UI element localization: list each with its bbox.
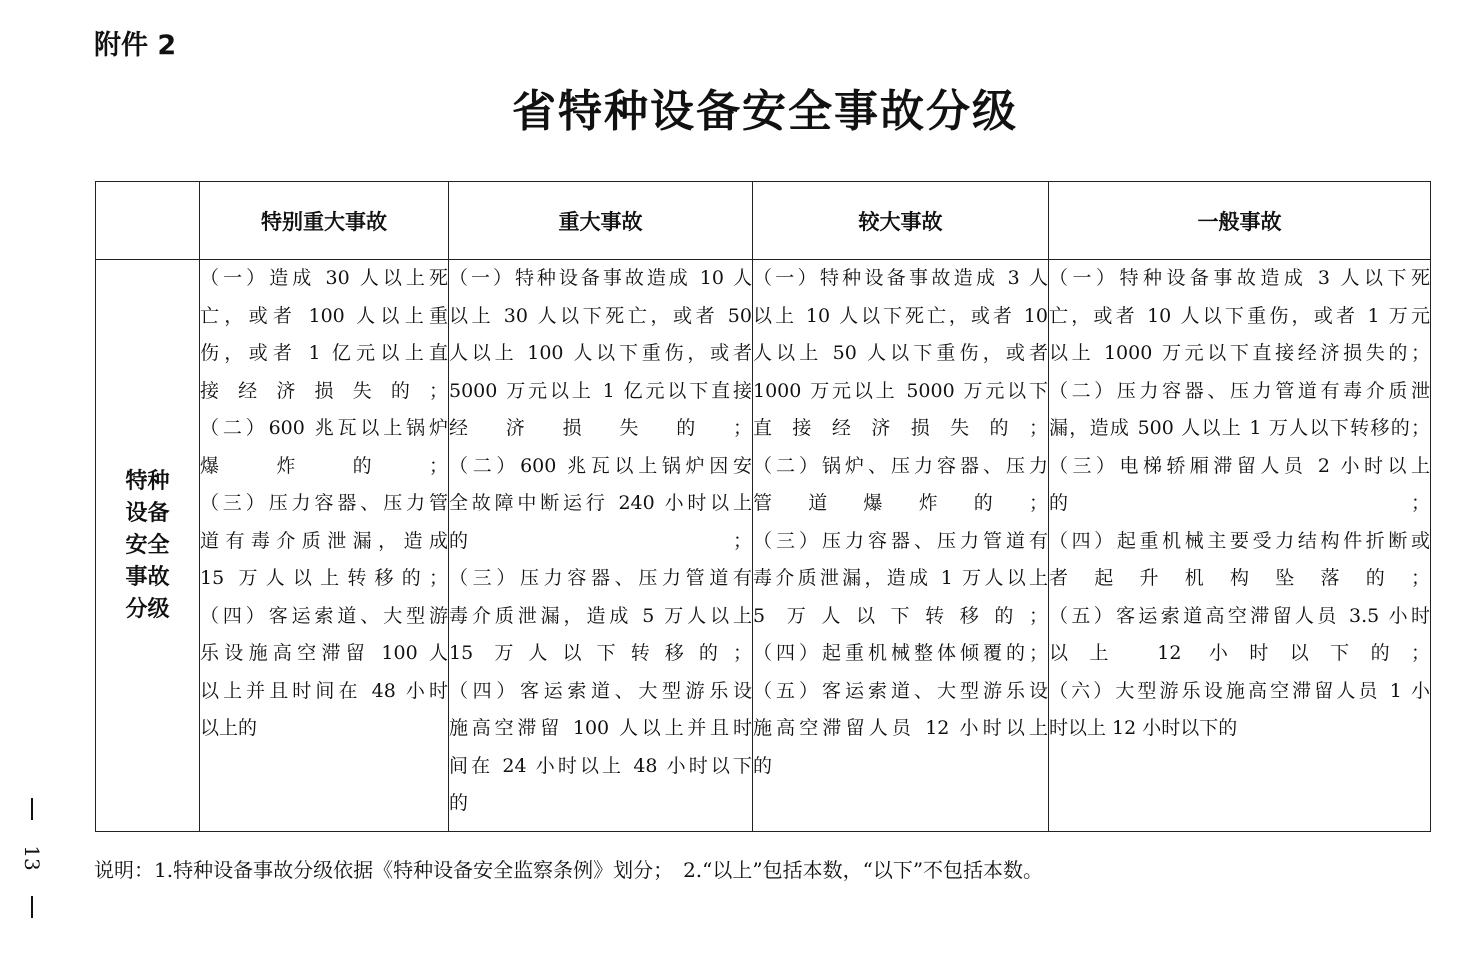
criteria-line: 以上 12 小时以下的； <box>1049 642 1430 664</box>
criteria-line: 以上 10 人以下死亡，或者 10 <box>753 304 1048 327</box>
criteria-line: 毒介质泄漏，造成 5 万人以上 <box>449 604 752 627</box>
page-number-text: 13 <box>20 845 44 871</box>
criteria-line: 接经济损失的； <box>200 379 448 402</box>
criteria-line: 管道爆炸的； <box>753 492 1048 514</box>
page-number <box>14 798 50 918</box>
corner-cell <box>96 182 200 260</box>
criteria-line: 亡，或者 100 人以上重 <box>200 304 448 327</box>
row-header-line: 安全 <box>125 532 170 558</box>
accident-grade-table <box>95 181 1431 832</box>
criteria-line: （四）客运索道、大型游乐设 <box>449 679 752 702</box>
criteria-cell <box>753 260 1049 832</box>
criteria-line: 5000 万元以上 1 亿元以下直接 <box>449 379 752 402</box>
criteria-line: （三）电梯轿厢滞留人员 2 小时以上 <box>1049 454 1430 477</box>
footnote: 说明：1.特种设备事故分级依据《特种设备安全监察条例》划分； 2.“以上”包括本数，“以下”不包括本数。 <box>94 858 1044 882</box>
criteria-line: 施高空滞留人员 12 小时以上 <box>753 717 1048 739</box>
page-title: 省特种设备安全事故分级 <box>512 86 1018 137</box>
criteria-line: 爆炸的； <box>200 454 448 477</box>
criteria-line: 者起升机构坠落的； <box>1049 567 1430 589</box>
criteria-line: （二）600 兆瓦以上锅炉因安 <box>449 454 752 477</box>
criteria-line: （一）特种设备事故造成 10 人 <box>449 267 752 289</box>
criteria-line: 直接经济损失的； <box>753 417 1048 439</box>
criteria-line: 的； <box>449 529 752 552</box>
column-header: 一般事故 <box>1049 182 1431 260</box>
criteria-line: 5 万人以下转移的； <box>753 604 1048 627</box>
criteria-line: （二）压力容器、压力管道有毒介质泄 <box>1049 379 1430 402</box>
page-dash <box>31 798 33 820</box>
column-header: 重大事故 <box>449 182 753 260</box>
criteria-cell <box>200 260 449 832</box>
criteria-line: （一）特种设备事故造成 3 人 <box>753 267 1048 289</box>
criteria-line: 的 <box>449 792 469 814</box>
criteria-cell <box>449 260 753 832</box>
criteria-cell <box>1049 260 1431 832</box>
criteria-line: （五）客运索道高空滞留人员 3.5 小时 <box>1049 604 1430 627</box>
criteria-line: 人以上 50 人以下重伤，或者 <box>753 342 1048 364</box>
criteria-line: 伤，或者 1 亿元以上直 <box>200 342 448 364</box>
criteria-line: （三）压力容器、压力管道有 <box>753 529 1048 552</box>
row-header <box>96 260 200 832</box>
column-header: 较大事故 <box>753 182 1049 260</box>
row-header-line: 分级 <box>125 596 170 622</box>
criteria-line: （一）造成 30 人以上死 <box>200 267 448 289</box>
row-header-line: 特种 <box>125 468 170 494</box>
criteria-line: 15 万人以上转移的； <box>200 567 448 589</box>
table-row <box>96 260 1431 832</box>
criteria-line: （三）压力容器、压力管道有 <box>449 567 752 589</box>
criteria-line: 以上的 <box>200 717 258 739</box>
table-header-row <box>96 182 1431 260</box>
criteria-line: 以上 1000 万元以下直接经济损失的； <box>1049 342 1430 364</box>
criteria-line: 漏，造成 500 人以上 1 万人以下转移的； <box>1049 417 1430 439</box>
criteria-line: （四）起重机械主要受力结构件折断或 <box>1049 529 1430 552</box>
criteria-line: 施高空滞留 100 人以上并且时 <box>449 717 752 739</box>
criteria-line: 毒介质泄漏，造成 1 万人以上 <box>753 567 1048 589</box>
criteria-line: 15 万人以下转移的； <box>449 642 752 664</box>
criteria-line: 经济损失的； <box>449 417 752 439</box>
criteria-line: （二）600 兆瓦以上锅炉 <box>200 417 448 439</box>
column-header: 特别重大事故 <box>200 182 449 260</box>
criteria-line: 时以上 12 小时以下的 <box>1049 717 1238 739</box>
criteria-line: （二）锅炉、压力容器、压力 <box>753 454 1048 477</box>
criteria-line: （四）起重机械整体倾覆的； <box>753 642 1048 664</box>
attachment-label: 附件 2 <box>94 30 177 61</box>
criteria-line: 间在 24 小时以上 48 小时以下 <box>449 754 752 777</box>
criteria-line: 以上并且时间在 48 小时 <box>200 679 448 702</box>
criteria-line: 全故障中断运行 240 小时以上 <box>449 492 752 514</box>
criteria-line: 道有毒介质泄漏，造成 <box>200 529 448 552</box>
criteria-line: 人以上 100 人以下重伤，或者 <box>449 342 752 364</box>
row-header-line: 事故 <box>125 564 170 590</box>
page-dash <box>31 896 33 918</box>
criteria-line: 亡，或者 10 人以下重伤，或者 1 万元 <box>1049 304 1430 327</box>
criteria-line: 乐设施高空滞留 100 人 <box>200 642 448 664</box>
criteria-line: 的； <box>1049 492 1430 514</box>
row-header-line: 设备 <box>125 500 170 526</box>
criteria-line: 1000 万元以上 5000 万元以下 <box>753 379 1048 402</box>
criteria-line: （三）压力容器、压力管 <box>200 492 448 514</box>
criteria-line: （五）客运索道、大型游乐设 <box>753 679 1048 702</box>
criteria-line: （一）特种设备事故造成 3 人以下死 <box>1049 267 1430 289</box>
criteria-line: 以上 30 人以下死亡，或者 50 <box>449 304 752 327</box>
criteria-line: 的 <box>753 754 773 777</box>
criteria-line: （六）大型游乐设施高空滞留人员 1 小 <box>1049 679 1430 702</box>
criteria-line: （四）客运索道、大型游 <box>200 604 448 627</box>
